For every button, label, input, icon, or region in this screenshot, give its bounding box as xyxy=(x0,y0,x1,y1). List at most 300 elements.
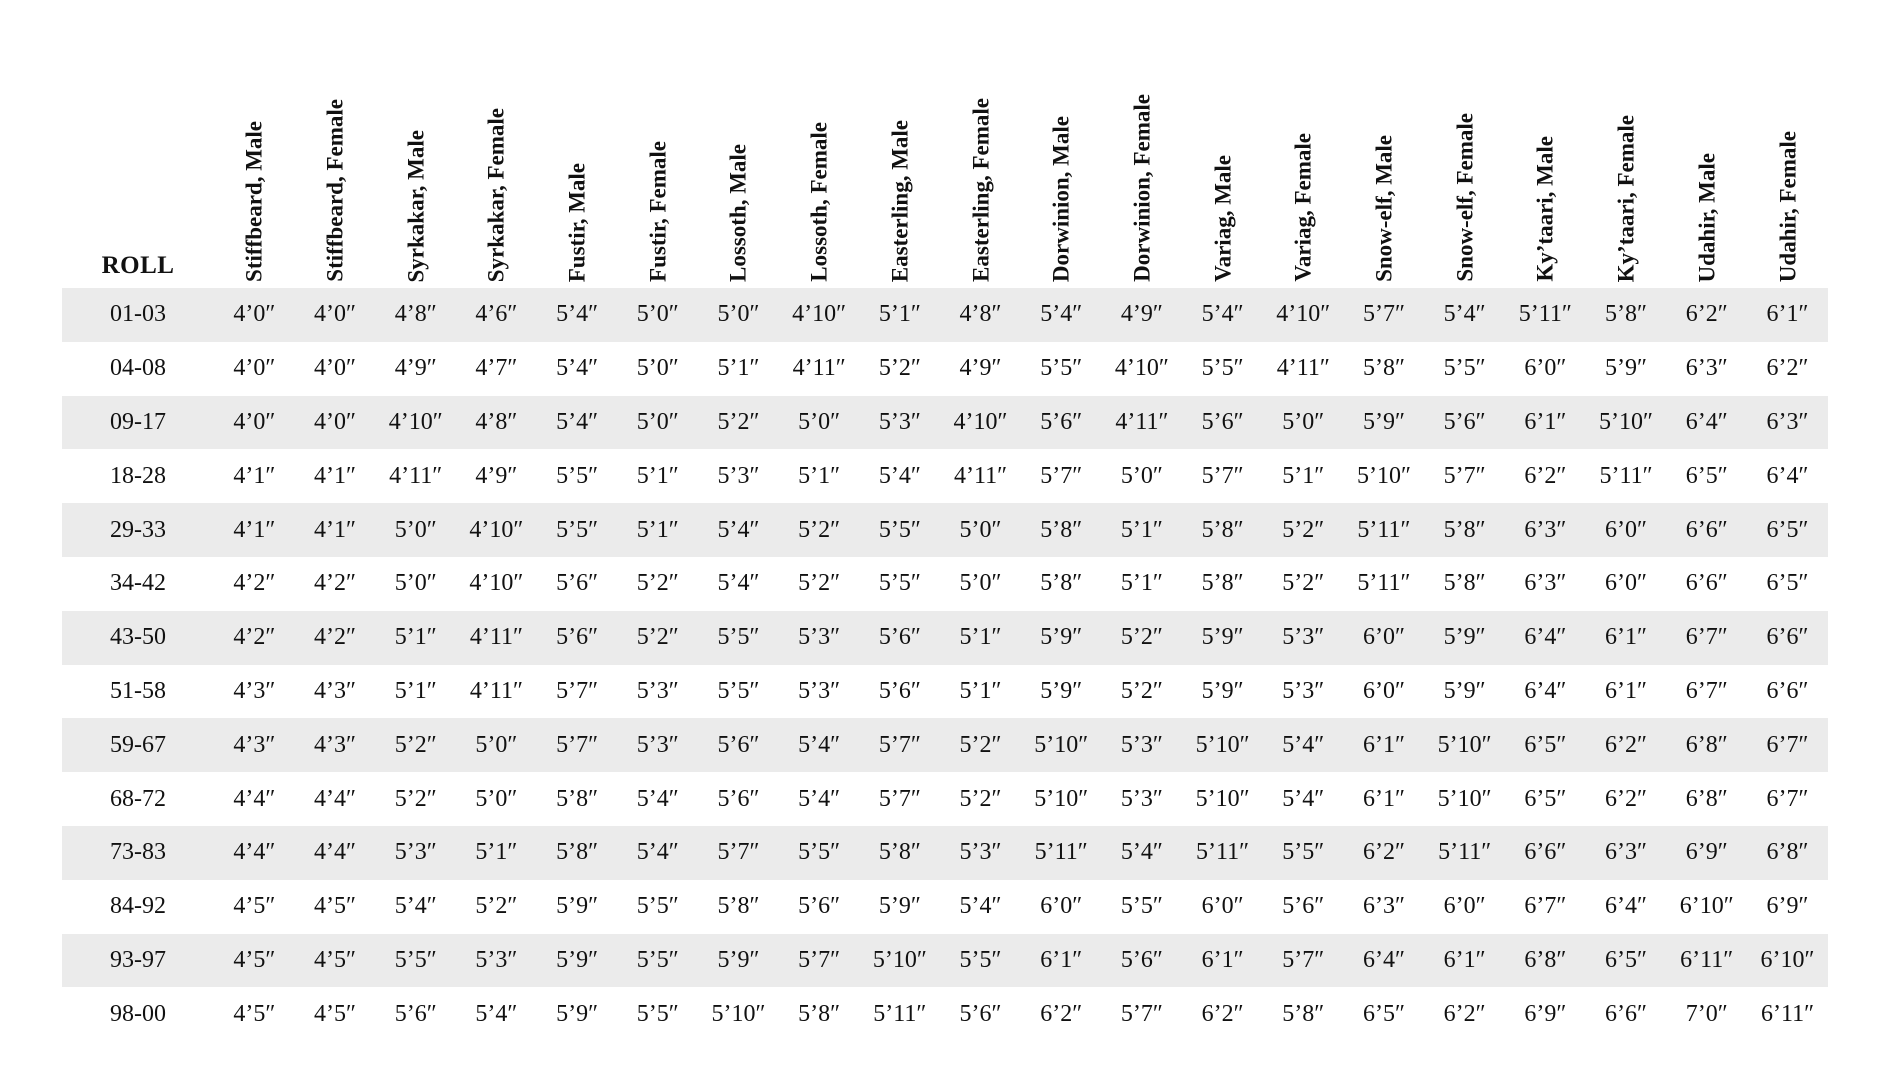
height-cell: 6’1″ xyxy=(1424,934,1505,988)
height-cell: 4’2″ xyxy=(214,611,295,665)
height-cell: 4’4″ xyxy=(214,826,295,880)
height-cell: 4’11″ xyxy=(469,677,523,704)
height-cell: 4’2″ xyxy=(233,570,276,597)
height-cell: 5’1″ xyxy=(1102,503,1183,557)
height-cell: 5’0″ xyxy=(456,718,537,772)
height-cell: 6’11″ xyxy=(1760,1000,1815,1027)
height-cell: 6’4″ xyxy=(1524,677,1567,704)
height-cell: 4’5″ xyxy=(233,893,276,920)
height-cell: 6’2″ xyxy=(1766,355,1809,382)
height-cell: 6’6″ xyxy=(1766,677,1809,704)
height-cell: 5’6″ xyxy=(698,718,779,772)
column-header xyxy=(1747,30,1828,288)
height-cell: 5’9″ xyxy=(1182,611,1263,665)
roll-range-cell: 18-28 xyxy=(110,462,166,489)
height-cell: 5’0″ xyxy=(617,396,698,450)
height-cell: 5’6″ xyxy=(394,1000,437,1027)
height-cell: 4’10″ xyxy=(1263,288,1344,342)
height-cell: 5’9″ xyxy=(878,893,921,920)
height-cell: 4’4″ xyxy=(295,826,376,880)
height-cell: 6’3″ xyxy=(1747,396,1828,450)
height-cell: 5’5″ xyxy=(878,570,921,597)
height-cell: 5’10″ xyxy=(1021,718,1102,772)
height-cell: 5’2″ xyxy=(636,570,679,597)
height-cell: 5’8″ xyxy=(798,1000,841,1027)
height-cell: 6’8″ xyxy=(1747,826,1828,880)
height-cell: 6’3″ xyxy=(1524,570,1567,597)
height-cell: 5’9″ xyxy=(1040,677,1083,704)
column-header-label: Easterling, Male xyxy=(887,119,913,282)
height-cell: 5’11″ xyxy=(1344,503,1425,557)
height-cell: 5’3″ xyxy=(779,611,860,665)
column-header-label: Dorwinion, Female xyxy=(1129,94,1155,282)
height-cell: 5’7″ xyxy=(1443,462,1486,489)
column-header xyxy=(617,30,698,288)
height-cell: 6’6″ xyxy=(1505,826,1586,880)
roll-range-cell: 34-42 xyxy=(110,570,166,597)
column-header-label: Variag, Male xyxy=(1210,155,1236,282)
height-cell: 5’5″ xyxy=(717,677,760,704)
height-cell: 6’4″ xyxy=(1766,462,1809,489)
height-cell: 4’5″ xyxy=(295,934,376,988)
table-row xyxy=(62,449,1828,503)
height-cell: 6’3″ xyxy=(1586,826,1667,880)
height-cell: 4’1″ xyxy=(295,503,376,557)
height-cell: 5’7″ xyxy=(860,718,941,772)
height-cell: 5’1″ xyxy=(617,503,698,557)
height-cell: 5’8″ xyxy=(1282,1000,1325,1027)
height-cell: 4’10″ xyxy=(1114,355,1169,382)
height-cell: 5’2″ xyxy=(375,718,456,772)
column-header-label: Syrkakar, Female xyxy=(483,107,509,282)
height-cell: 5’8″ xyxy=(1586,288,1667,342)
height-cell: 6’3″ xyxy=(1685,355,1728,382)
height-cell: 5’6″ xyxy=(556,570,599,597)
height-cell: 6’6″ xyxy=(1685,570,1728,597)
height-cell: 6’7″ xyxy=(1747,718,1828,772)
height-cell: 5’11″ xyxy=(1182,826,1263,880)
height-cell: 5’7″ xyxy=(556,677,599,704)
height-cell: 6’0″ xyxy=(1443,893,1486,920)
height-cell: 5’8″ xyxy=(1040,570,1083,597)
height-cell: 6’0″ xyxy=(1605,570,1648,597)
height-cell: 5’3″ xyxy=(940,826,1021,880)
height-cell: 4’1″ xyxy=(314,462,357,489)
column-header-label: Syrkakar, Male xyxy=(403,129,429,282)
table-body xyxy=(62,288,1828,1041)
height-cell: 5’2″ xyxy=(1282,570,1325,597)
table-row xyxy=(62,557,1828,611)
height-cell: 5’3″ xyxy=(798,677,841,704)
height-cell: 5’5″ xyxy=(779,826,860,880)
column-header xyxy=(295,30,376,288)
height-cell: 6’3″ xyxy=(1505,503,1586,557)
height-cell: 5’2″ xyxy=(1120,677,1163,704)
height-cell: 6’4″ xyxy=(1505,611,1586,665)
column-header-label: Stiffbeard, Male xyxy=(241,121,267,282)
height-cell: 5’5″ xyxy=(698,611,779,665)
height-cell: 6’1″ xyxy=(1344,718,1425,772)
height-cell: 5’0″ xyxy=(698,288,779,342)
height-cell: 5’2″ xyxy=(779,503,860,557)
height-cell: 5’4″ xyxy=(394,893,437,920)
height-cell: 4’8″ xyxy=(456,396,537,450)
column-header-label: Lossoth, Male xyxy=(725,144,751,282)
height-cell: 4’11″ xyxy=(389,462,443,489)
height-cell: 5’9″ xyxy=(1424,611,1505,665)
height-cell: 5’7″ xyxy=(1120,1000,1163,1027)
height-cell: 6’5″ xyxy=(1766,570,1809,597)
column-header xyxy=(375,30,456,288)
column-header xyxy=(1586,30,1667,288)
height-cell: 4’7″ xyxy=(475,355,518,382)
column-header xyxy=(940,30,1021,288)
height-cell: 5’2″ xyxy=(394,785,437,812)
height-cell: 5’9″ xyxy=(537,934,618,988)
height-cell: 4’9″ xyxy=(475,462,518,489)
height-cell: 5’2″ xyxy=(959,785,1002,812)
height-cell: 6’7″ xyxy=(1766,785,1809,812)
column-header xyxy=(214,30,295,288)
height-cell: 5’5″ xyxy=(1263,826,1344,880)
height-cell: 5’10″ xyxy=(1424,718,1505,772)
height-cell: 5’2″ xyxy=(940,718,1021,772)
height-cell: 4’8″ xyxy=(940,288,1021,342)
height-cell: 4’10″ xyxy=(375,396,456,450)
height-cell: 4’3″ xyxy=(295,718,376,772)
height-cell: 5’7″ xyxy=(1040,462,1083,489)
height-cell: 4’0″ xyxy=(214,396,295,450)
column-header-label: Fustir, Female xyxy=(645,141,671,282)
height-cell: 5’4″ xyxy=(698,503,779,557)
table-row xyxy=(62,934,1828,988)
height-cell: 6’7″ xyxy=(1666,611,1747,665)
height-cell: 5’4″ xyxy=(1263,718,1344,772)
height-cell: 5’5″ xyxy=(940,934,1021,988)
height-cell: 5’4″ xyxy=(636,785,679,812)
height-cell: 5’8″ xyxy=(1021,503,1102,557)
height-cell: 5’5″ xyxy=(556,462,599,489)
height-cell: 5’5″ xyxy=(1040,355,1083,382)
height-cell: 5’6″ xyxy=(959,1000,1002,1027)
height-cell: 5’3″ xyxy=(1263,611,1344,665)
height-cell: 5’3″ xyxy=(456,934,537,988)
height-cell: 6’10″ xyxy=(1747,934,1828,988)
height-cell: 5’10″ xyxy=(711,1000,766,1027)
height-cell: 5’5″ xyxy=(636,893,679,920)
height-cell: 5’8″ xyxy=(717,893,760,920)
height-cell: 6’9″ xyxy=(1666,826,1747,880)
column-header-label: Udahir, Female xyxy=(1775,130,1801,282)
height-cell: 6’3″ xyxy=(1362,893,1405,920)
column-header xyxy=(1666,30,1747,288)
height-cell: 5’3″ xyxy=(617,718,698,772)
column-header-label: Snow-elf, Male xyxy=(1371,135,1397,282)
height-cell: 4’2″ xyxy=(295,611,376,665)
height-cell: 5’0″ xyxy=(617,288,698,342)
table-row xyxy=(62,611,1828,665)
roll-range-cell: 93-97 xyxy=(62,934,214,988)
height-cell: 5’3″ xyxy=(1282,677,1325,704)
height-cell: 6’1″ xyxy=(1021,934,1102,988)
height-cell: 4’0″ xyxy=(295,288,376,342)
height-cell: 5’7″ xyxy=(537,718,618,772)
height-cell: 5’5″ xyxy=(636,1000,679,1027)
height-cell: 5’5″ xyxy=(1201,355,1244,382)
height-cell: 5’3″ xyxy=(636,677,679,704)
height-cell: 6’2″ xyxy=(1605,785,1648,812)
height-cell: 5’4″ xyxy=(1424,288,1505,342)
height-cell: 5’1″ xyxy=(1120,570,1163,597)
roll-range-cell: 09-17 xyxy=(62,396,214,450)
height-cell: 4’11″ xyxy=(953,462,1008,489)
height-cell: 4’5″ xyxy=(314,893,357,920)
height-cell: 5’11″ xyxy=(1599,462,1653,489)
height-cell: 5’9″ xyxy=(1201,677,1244,704)
height-cell: 6’7″ xyxy=(1524,893,1567,920)
height-cell: 5’0″ xyxy=(959,570,1002,597)
height-cell: 4’5″ xyxy=(233,1000,276,1027)
height-cell: 5’10″ xyxy=(1182,718,1263,772)
height-cell: 4’6″ xyxy=(456,288,537,342)
height-cell: 5’6″ xyxy=(1021,396,1102,450)
height-cell: 5’11″ xyxy=(1505,288,1586,342)
height-table-page xyxy=(62,30,1828,1041)
column-header xyxy=(537,30,618,288)
height-cell: 5’2″ xyxy=(475,893,518,920)
height-cell: 5’5″ xyxy=(860,503,941,557)
height-cell: 6’11″ xyxy=(1666,934,1747,988)
height-cell: 5’8″ xyxy=(556,785,599,812)
column-header xyxy=(1344,30,1425,288)
height-cell: 4’4″ xyxy=(314,785,357,812)
roll-range-cell: 29-33 xyxy=(62,503,214,557)
height-cell: 5’4″ xyxy=(717,570,760,597)
height-cell: 5’4″ xyxy=(475,1000,518,1027)
height-cell: 5’0″ xyxy=(636,355,679,382)
height-cell: 4’10″ xyxy=(456,503,537,557)
height-cell: 5’6″ xyxy=(1424,396,1505,450)
column-header xyxy=(779,30,860,288)
column-header-label: Stiffbeard, Female xyxy=(322,99,348,282)
height-cell: 5’2″ xyxy=(698,396,779,450)
height-cell: 5’8″ xyxy=(1362,355,1405,382)
height-cell: 6’2″ xyxy=(1344,826,1425,880)
height-cell: 4’9″ xyxy=(1102,288,1183,342)
height-cell: 5’0″ xyxy=(375,503,456,557)
height-cell: 5’8″ xyxy=(1424,503,1505,557)
height-cell: 6’2″ xyxy=(1666,288,1747,342)
height-cell: 4’1″ xyxy=(233,462,276,489)
height-cell: 6’5″ xyxy=(1505,718,1586,772)
height-cell: 6’2″ xyxy=(1201,1000,1244,1027)
height-cell: 5’9″ xyxy=(1021,611,1102,665)
height-cell: 4’0″ xyxy=(214,288,295,342)
height-cell: 6’1″ xyxy=(1586,611,1667,665)
column-header-label: Ky’taari, Female xyxy=(1613,114,1639,282)
height-cell: 6’2″ xyxy=(1586,718,1667,772)
height-cell: 5’1″ xyxy=(456,826,537,880)
height-cell: 5’4″ xyxy=(1021,288,1102,342)
height-cell: 5’2″ xyxy=(1102,611,1183,665)
table-row xyxy=(62,987,1828,1041)
height-cell: 4’0″ xyxy=(233,355,276,382)
height-cell: 5’9″ xyxy=(1443,677,1486,704)
height-cell: 6’4″ xyxy=(1666,396,1747,450)
roll-range-cell: 98-00 xyxy=(110,1000,166,1027)
height-cell: 5’8″ xyxy=(1182,503,1263,557)
column-header xyxy=(456,30,537,288)
column-header-label: Easterling, Female xyxy=(968,98,994,282)
height-cell: 5’1″ xyxy=(636,462,679,489)
height-cell: 5’0″ xyxy=(1120,462,1163,489)
height-cell: 5’3″ xyxy=(1102,718,1183,772)
column-header xyxy=(698,30,779,288)
height-cell: 4’3″ xyxy=(214,718,295,772)
height-cell: 5’1″ xyxy=(959,677,1002,704)
height-cell: 6’0″ xyxy=(1040,893,1083,920)
height-cell: 6’1″ xyxy=(1182,934,1263,988)
height-cell: 5’7″ xyxy=(878,785,921,812)
column-header-label: Snow-elf, Female xyxy=(1452,113,1478,282)
height-cell: 5’10″ xyxy=(1437,785,1492,812)
height-cell: 4’0″ xyxy=(295,396,376,450)
height-cell: 5’9″ xyxy=(698,934,779,988)
height-cell: 5’2″ xyxy=(617,611,698,665)
height-cell: 6’2″ xyxy=(1443,1000,1486,1027)
column-header-label: Udahir, Male xyxy=(1694,152,1720,282)
height-cell: 5’6″ xyxy=(1102,934,1183,988)
height-cell: 5’7″ xyxy=(1263,934,1344,988)
table-row xyxy=(62,503,1828,557)
roll-range-cell: 51-58 xyxy=(110,677,166,704)
table-row xyxy=(62,288,1828,342)
column-header xyxy=(1182,30,1263,288)
height-cell: 6’1″ xyxy=(1747,288,1828,342)
table-row xyxy=(62,826,1828,880)
height-cell: 4’4″ xyxy=(233,785,276,812)
roll-range-cell: 01-03 xyxy=(62,288,214,342)
height-cell: 4’0″ xyxy=(314,355,357,382)
height-cell: 5’6″ xyxy=(1182,396,1263,450)
height-cell: 5’4″ xyxy=(617,826,698,880)
height-cell: 5’4″ xyxy=(959,893,1002,920)
table-row xyxy=(62,396,1828,450)
height-cell: 6’0″ xyxy=(1524,355,1567,382)
height-cell: 5’2″ xyxy=(1263,503,1344,557)
height-cell: 6’0″ xyxy=(1586,503,1667,557)
column-header xyxy=(1505,30,1586,288)
roll-range-cell: 59-67 xyxy=(62,718,214,772)
height-cell: 4’5″ xyxy=(214,934,295,988)
height-cell: 5’4″ xyxy=(878,462,921,489)
height-cell: 5’1″ xyxy=(798,462,841,489)
height-cell: 5’8″ xyxy=(860,826,941,880)
height-cell: 7’0″ xyxy=(1685,1000,1728,1027)
height-cell: 5’1″ xyxy=(940,611,1021,665)
height-cell: 4’11″ xyxy=(1276,355,1330,382)
column-header xyxy=(1021,30,1102,288)
height-cell: 5’4″ xyxy=(537,396,618,450)
column-header-label: Ky’taari, Male xyxy=(1532,136,1558,282)
height-cell: 6’2″ xyxy=(1040,1000,1083,1027)
height-cell: 5’6″ xyxy=(878,677,921,704)
height-cell: 5’11″ xyxy=(1357,570,1411,597)
roll-range-cell: 84-92 xyxy=(110,893,166,920)
height-cell: 5’5″ xyxy=(1120,893,1163,920)
height-cell: 5’9″ xyxy=(556,1000,599,1027)
height-cell: 4’10″ xyxy=(469,570,524,597)
roll-range-cell: 43-50 xyxy=(62,611,214,665)
height-cell: 5’3″ xyxy=(375,826,456,880)
height-cell: 5’0″ xyxy=(1263,396,1344,450)
height-cell: 5’11″ xyxy=(873,1000,927,1027)
height-cell: 6’2″ xyxy=(1524,462,1567,489)
height-cell: 5’8″ xyxy=(1443,570,1486,597)
height-cell: 6’5″ xyxy=(1362,1000,1405,1027)
height-cell: 5’5″ xyxy=(537,503,618,557)
height-cell: 4’10″ xyxy=(779,288,860,342)
height-cell: 5’7″ xyxy=(1201,462,1244,489)
height-cell: 5’2″ xyxy=(878,355,921,382)
header-row xyxy=(62,30,1828,288)
height-cell: 5’10″ xyxy=(1586,396,1667,450)
height-cell: 6’0″ xyxy=(1362,677,1405,704)
height-cell: 5’4″ xyxy=(537,288,618,342)
height-cell: 6’6″ xyxy=(1747,611,1828,665)
height-cell: 5’3″ xyxy=(717,462,760,489)
height-cell: 5’11″ xyxy=(1021,826,1102,880)
height-cell: 5’4″ xyxy=(1102,826,1183,880)
roll-column-header: ROLL xyxy=(101,252,175,279)
table-row xyxy=(62,718,1828,772)
height-cell: 5’4″ xyxy=(556,355,599,382)
height-cell: 6’9″ xyxy=(1766,893,1809,920)
height-cell: 5’10″ xyxy=(860,934,941,988)
height-cell: 5’2″ xyxy=(798,570,841,597)
height-cell: 6’1″ xyxy=(1505,396,1586,450)
height-cell: 6’0″ xyxy=(1344,611,1425,665)
height-cell: 6’4″ xyxy=(1344,934,1425,988)
height-cell: 6’8″ xyxy=(1685,785,1728,812)
height-cell: 5’6″ xyxy=(860,611,941,665)
height-cell: 5’0″ xyxy=(475,785,518,812)
height-cell: 5’1″ xyxy=(394,677,437,704)
height-cell: 5’9″ xyxy=(1605,355,1648,382)
height-cell: 5’7″ xyxy=(1344,288,1425,342)
height-cell: 5’8″ xyxy=(537,826,618,880)
column-header xyxy=(1424,30,1505,288)
height-cell: 5’1″ xyxy=(1282,462,1325,489)
column-header-label: Variag, Female xyxy=(1290,133,1316,282)
height-cell: 4’5″ xyxy=(314,1000,357,1027)
height-cell: 6’4″ xyxy=(1605,893,1648,920)
height-cell: 4’11″ xyxy=(456,611,537,665)
column-header-label: Fustir, Male xyxy=(564,162,590,282)
height-cell: 5’0″ xyxy=(940,503,1021,557)
height-cell: 5’11″ xyxy=(1424,826,1505,880)
column-header-label: Lossoth, Female xyxy=(806,122,832,282)
column-header xyxy=(1263,30,1344,288)
height-cell: 5’1″ xyxy=(717,355,760,382)
height-cell: 5’6″ xyxy=(1282,893,1325,920)
height-cell: 5’7″ xyxy=(698,826,779,880)
height-cell: 6’5″ xyxy=(1685,462,1728,489)
height-cell: 6’5″ xyxy=(1747,503,1828,557)
height-cell: 5’4″ xyxy=(779,718,860,772)
column-header xyxy=(860,30,941,288)
height-cell: 5’9″ xyxy=(1344,396,1425,450)
